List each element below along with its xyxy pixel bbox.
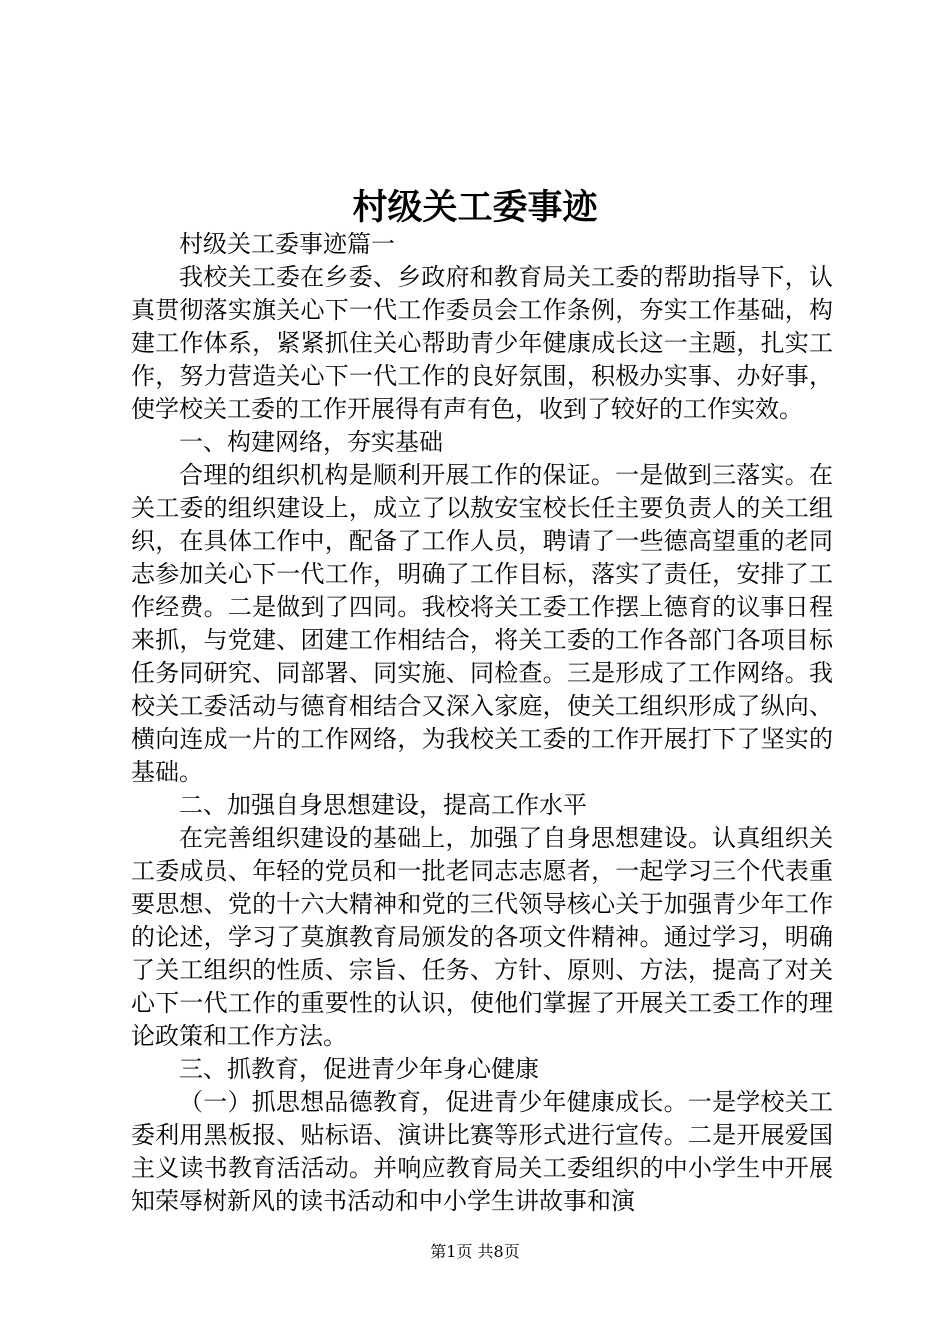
document-title: 村级关工委事迹	[352, 187, 598, 228]
paragraph: 合理的组织机构是顺利开展工作的保证。一是做到三落实。在关工委的组织建设上，成立了以敖安宝校长任主要负责人的关工组织，在具体工作中，配备了工作人员，聘请了一些德高望重的老同志参加关心下一代工作，明确了工作目标，落实了责任，安排了工作经费。二是做到了四同。我校将关工委工作摆上德育的议事日程来抓，与党建、团建工作相结合，将关工委的工作各部门各项目标任务同研究、同部署、同实施、同检查。三是形成了工作网络。我校关工委活动与德育相结合又深入家庭，使关工组织形成了纵向、横向连成一片的工作网络，为我校关工委的工作开展打下了坚实的基础。	[131, 461, 833, 786]
document-body	[131, 228, 833, 1218]
section-heading: 二、加强自身思想建设，提高工作水平	[179, 791, 587, 819]
paragraph: 在完善组织建设的基础上，加强了自身思想建设。认真组织关工委成员、年轻的党员和一批老同志志愿者，一起学习三个代表重要思想、党的十六大精神和党的三代领导核心关于加强青少年工作的论述，学习了莫旗教育局颁发的各项文件精神。通过学习，明确了关工组织的性质、宗旨、任务、方针、原则、方法，提高了对关心下一代工作的重要性的认识，使他们掌握了开展关工委工作的理论政策和工作方法。	[131, 824, 833, 1050]
section-heading: 一、构建网络，夯实基础	[179, 428, 443, 456]
section-heading: 村级关工委事迹篇一	[179, 230, 395, 258]
section-heading: 三、抓教育，促进青少年身心健康	[179, 1055, 539, 1083]
paragraph: （一）抓思想品德教育，促进青少年健康成长。一是学校关工委利用黑板报、贴标语、演讲比赛等形式进行宣传。二是开展爱国主义读书教育活活动。并响应教育局关工委组织的中小学生中开展知荣辱树新风的读书活动和中小学生讲故事和演	[131, 1088, 833, 1215]
paragraph: 我校关工委在乡委、乡政府和教育局关工委的帮助指导下，认真贯彻落实旗关心下一代工作委员会工作条例，夯实工作基础，构建工作体系，紧紧抓住关心帮助青少年健康成长这一主题，扎实工作，努力营造关心下一代工作的良好氛围，积极办实事、办好事，使学校关工委的工作开展得有声有色，收到了较好的工作实效。	[131, 263, 833, 423]
page-number-footer: 第1页 共8页	[430, 1242, 520, 1261]
